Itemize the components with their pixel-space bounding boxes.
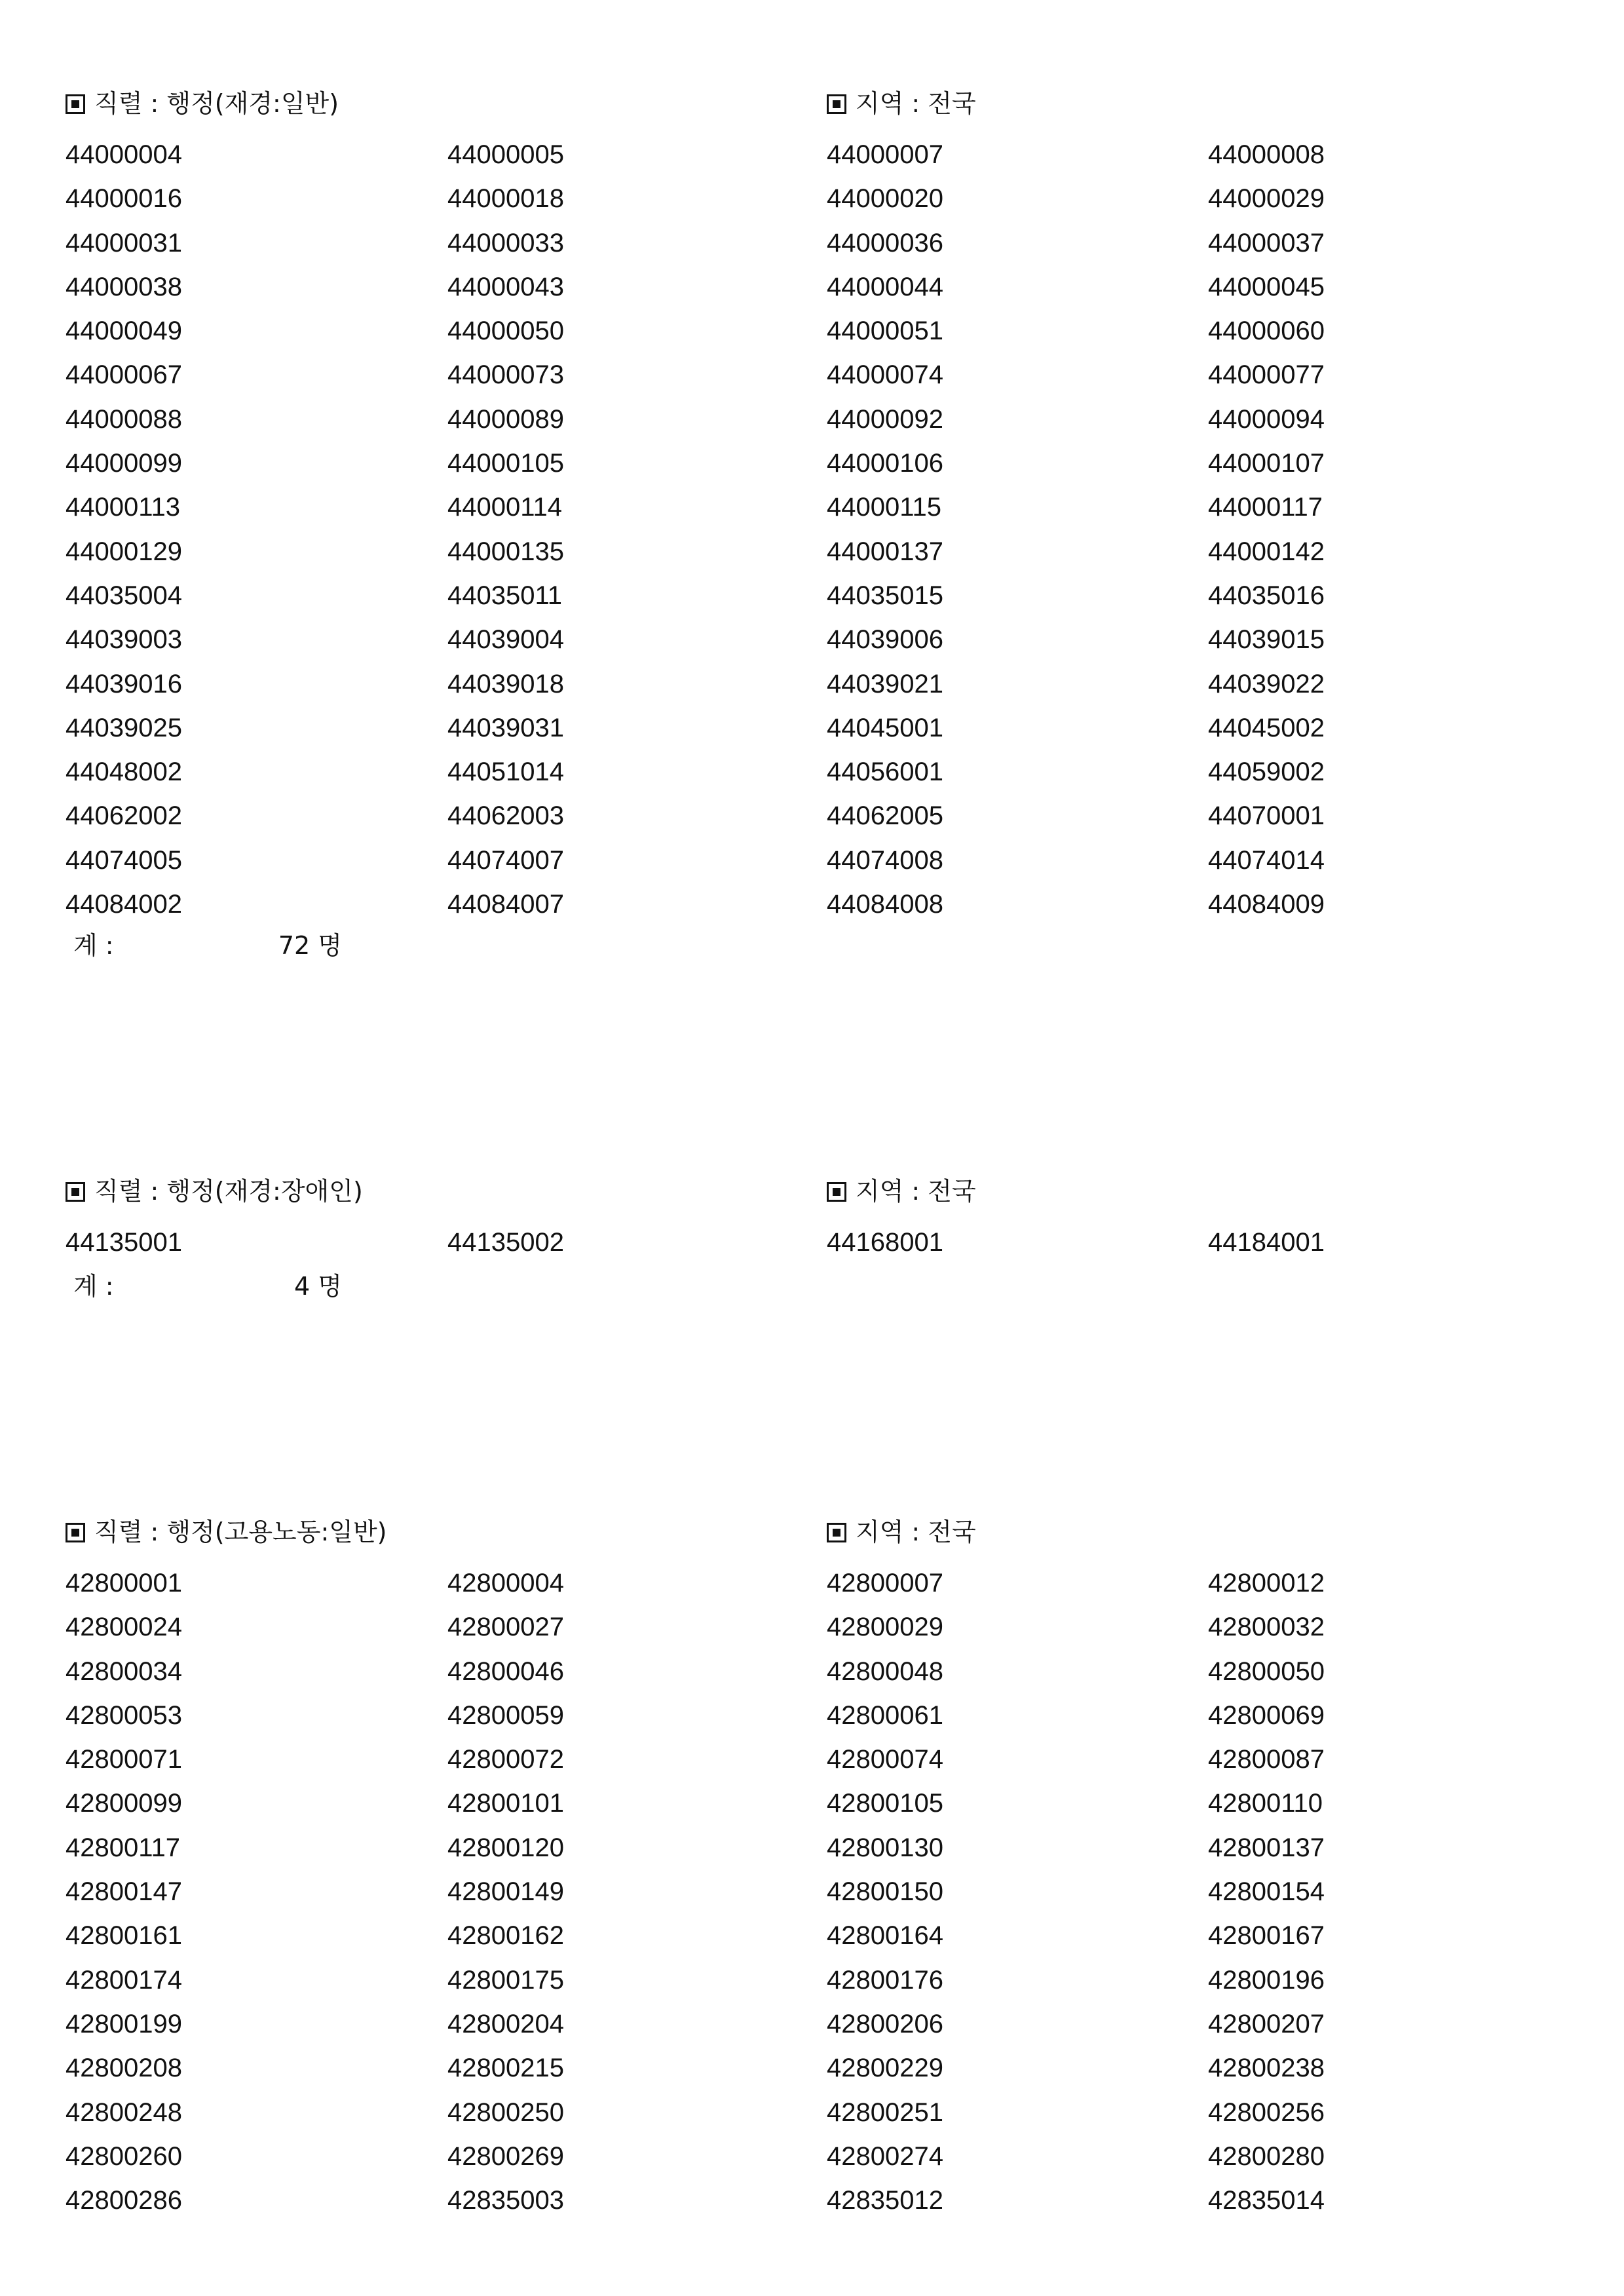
candidate-number: 44000008	[1208, 140, 1325, 169]
candidate-number: 44000088	[66, 404, 182, 434]
candidate-number: 44000031	[66, 228, 182, 258]
candidate-number: 42800032	[1208, 1613, 1325, 1642]
region-label: 지역	[856, 89, 904, 118]
candidate-number: 42800072	[447, 1745, 564, 1774]
candidate-number: 42800150	[827, 1877, 943, 1907]
candidate-number: 42800029	[827, 1613, 943, 1642]
candidate-number: 44000107	[1208, 449, 1325, 478]
candidate-number: 42800251	[827, 2097, 943, 2127]
candidate-number: 44035011	[447, 581, 562, 610]
series-label: 직렬 : 행정(재경:일반)	[94, 89, 339, 118]
candidate-number: 42800012	[1208, 1569, 1325, 1598]
region-value: : 전국	[911, 1177, 976, 1206]
candidate-number: 44168001	[827, 1228, 943, 1257]
square-bullet-icon	[827, 1523, 846, 1542]
candidate-number: 44084008	[827, 890, 943, 919]
table-row	[0, 2096, 1624, 2140]
candidate-number: 44000038	[66, 272, 182, 301]
candidate-number: 44084009	[1208, 890, 1325, 919]
candidate-number: 44000137	[827, 537, 943, 566]
table-row	[0, 2008, 1624, 2052]
table-row	[0, 668, 1624, 712]
region-value: : 전국	[911, 1518, 976, 1546]
candidate-number: 44039025	[66, 713, 182, 742]
candidate-number: 44000106	[827, 449, 943, 478]
candidate-number: 44056001	[827, 757, 943, 787]
total-label: 계 :	[73, 1272, 114, 1301]
series-header	[66, 1516, 387, 1548]
candidate-number: 42800099	[66, 1789, 182, 1818]
table-row	[0, 1787, 1624, 1831]
table-row	[0, 844, 1624, 888]
candidate-number: 44000094	[1208, 404, 1325, 434]
candidate-number: 42800286	[66, 2186, 182, 2215]
candidate-number: 44000005	[447, 140, 564, 169]
candidate-number: 42800027	[447, 1613, 564, 1642]
candidate-number: 42800059	[447, 1700, 564, 1730]
series-label: 직렬 : 행정(고용노동:일반)	[94, 1518, 387, 1546]
candidate-number: 44035015	[827, 581, 943, 610]
candidate-number: 44000067	[66, 360, 182, 390]
candidate-number: 42800074	[827, 1745, 943, 1774]
series-label: 직렬 : 행정(재경:장애인)	[94, 1177, 363, 1206]
table-row	[0, 1875, 1624, 1919]
candidate-number: 42800024	[66, 1613, 182, 1642]
candidate-number: 44039003	[66, 625, 182, 655]
candidate-number: 44000049	[66, 316, 182, 346]
candidate-number: 42800154	[1208, 1877, 1325, 1907]
candidate-number: 42800238	[1208, 2054, 1325, 2083]
candidate-number: 44084007	[447, 890, 564, 919]
table-row	[0, 447, 1624, 491]
candidate-number: 42800101	[447, 1789, 564, 1818]
candidate-number: 42800215	[447, 2054, 564, 2083]
candidate-number: 44039031	[447, 713, 564, 742]
candidate-number: 44035016	[1208, 581, 1325, 610]
table-row	[0, 1964, 1624, 2008]
candidate-number: 44039018	[447, 669, 564, 698]
candidate-number: 44070001	[1208, 801, 1325, 831]
candidate-number: 44074008	[827, 845, 943, 875]
candidate-number: 44135002	[447, 1228, 564, 1257]
candidate-number: 42800117	[66, 1833, 180, 1862]
candidate-number: 44051014	[447, 757, 564, 787]
candidate-number: 44039022	[1208, 669, 1325, 698]
region-label: 지역	[856, 1518, 904, 1546]
candidate-number: 42800069	[1208, 1700, 1325, 1730]
candidate-number: 44000089	[447, 404, 564, 434]
table-row	[0, 1831, 1624, 1875]
candidate-number: 44000074	[827, 360, 943, 390]
table-row	[0, 1611, 1624, 1655]
candidate-number: 44039021	[827, 669, 943, 698]
candidate-number: 42800004	[447, 1569, 564, 1598]
candidate-number: 44000020	[827, 184, 943, 214]
candidate-number: 44000004	[66, 140, 182, 169]
square-bullet-icon	[827, 1182, 846, 1202]
region-value: : 전국	[911, 89, 976, 118]
table-row	[0, 1226, 1624, 1270]
candidate-number: 44062005	[827, 801, 943, 831]
candidate-number: 42800176	[827, 1965, 943, 1995]
table-row	[0, 403, 1624, 447]
candidate-number: 42800206	[827, 2009, 943, 2038]
candidate-number: 42800250	[447, 2097, 564, 2127]
candidate-number: 44000060	[1208, 316, 1325, 346]
total-count	[73, 1270, 342, 1303]
candidate-number: 44035004	[66, 581, 182, 610]
candidate-number: 44000037	[1208, 228, 1325, 258]
table-row	[0, 535, 1624, 579]
candidate-number: 44048002	[66, 757, 182, 787]
candidate-number: 42800120	[447, 1833, 564, 1862]
candidate-number: 42800087	[1208, 1745, 1325, 1774]
table-row	[0, 1699, 1624, 1743]
candidate-number: 44000077	[1208, 360, 1325, 390]
candidate-number: 44000029	[1208, 184, 1325, 214]
total-label: 계 :	[73, 931, 114, 960]
candidate-number: 44084002	[66, 890, 182, 919]
candidate-number: 44000036	[827, 228, 943, 258]
table-row	[0, 623, 1624, 667]
total-value: 4 명	[294, 1272, 342, 1301]
candidate-number: 42800256	[1208, 2097, 1325, 2127]
candidate-number: 44062002	[66, 801, 182, 831]
table-row	[0, 712, 1624, 756]
candidate-number: 42835012	[827, 2186, 943, 2215]
candidate-number: 44000092	[827, 404, 943, 434]
square-bullet-icon	[66, 94, 85, 114]
total-value: 72 명	[278, 931, 342, 960]
region-header	[827, 1516, 976, 1548]
table-row	[0, 799, 1624, 843]
table-row	[0, 491, 1624, 535]
candidate-number: 44000045	[1208, 272, 1325, 301]
candidate-number: 42800207	[1208, 2009, 1325, 2038]
table-row	[0, 579, 1624, 623]
candidate-number: 42800007	[827, 1569, 943, 1598]
region-header	[827, 87, 976, 120]
series-header	[66, 1175, 363, 1208]
candidate-number-grid	[0, 1567, 1624, 2228]
candidate-number: 42800048	[827, 1656, 943, 1686]
candidate-number: 42800149	[447, 1877, 564, 1907]
candidate-number: 42800147	[66, 1877, 182, 1907]
candidate-number: 44039006	[827, 625, 943, 655]
candidate-number: 44074005	[66, 845, 182, 875]
table-row	[0, 138, 1624, 182]
series-header	[66, 87, 339, 120]
candidate-number: 42800204	[447, 2009, 564, 2038]
candidate-number: 44184001	[1208, 1228, 1325, 1257]
candidate-number: 44000113	[66, 493, 180, 522]
candidate-number: 42800208	[66, 2054, 182, 2083]
candidate-number: 42800269	[447, 2141, 564, 2171]
candidate-number: 42835003	[447, 2186, 564, 2215]
candidate-number: 44000105	[447, 449, 564, 478]
region-header	[827, 1175, 976, 1208]
table-row	[0, 888, 1624, 932]
candidate-number: 42800260	[66, 2141, 182, 2171]
table-row	[0, 271, 1624, 315]
table-row	[0, 182, 1624, 226]
table-row	[0, 1919, 1624, 1963]
table-row	[0, 227, 1624, 271]
square-bullet-icon	[66, 1182, 85, 1202]
square-bullet-icon	[66, 1523, 85, 1542]
candidate-number: 42800199	[66, 2009, 182, 2038]
candidate-number: 44000050	[447, 316, 564, 346]
square-bullet-icon	[827, 94, 846, 114]
candidate-number: 42800248	[66, 2097, 182, 2127]
candidate-number: 44000051	[827, 316, 943, 346]
candidate-number: 44062003	[447, 801, 564, 831]
table-row	[0, 1567, 1624, 1611]
candidate-number: 44000117	[1208, 493, 1323, 522]
table-row	[0, 1743, 1624, 1787]
candidate-number: 44135001	[66, 1228, 182, 1257]
candidate-number: 42800162	[447, 1921, 564, 1951]
candidate-number: 44045001	[827, 713, 943, 742]
candidate-number: 42800061	[827, 1700, 943, 1730]
table-row	[0, 2140, 1624, 2184]
candidate-number: 44000114	[447, 493, 562, 522]
candidate-number: 42835014	[1208, 2186, 1325, 2215]
region-label: 지역	[856, 1177, 904, 1206]
candidate-number: 44074007	[447, 845, 564, 875]
candidate-number: 44000142	[1208, 537, 1325, 566]
candidate-number: 44000018	[447, 184, 564, 214]
candidate-number: 42800034	[66, 1656, 182, 1686]
candidate-number: 42800161	[66, 1921, 182, 1951]
table-row	[0, 2184, 1624, 2228]
candidate-number-grid	[0, 1226, 1624, 1270]
candidate-number-grid	[0, 138, 1624, 932]
candidate-number: 42800071	[66, 1745, 182, 1774]
candidate-number: 44000135	[447, 537, 564, 566]
candidate-number: 44045002	[1208, 713, 1325, 742]
candidate-number: 42800046	[447, 1656, 564, 1686]
candidate-number: 44000044	[827, 272, 943, 301]
candidate-number: 44000033	[447, 228, 564, 258]
candidate-number: 42800137	[1208, 1833, 1325, 1862]
candidate-number: 42800105	[827, 1789, 943, 1818]
candidate-number: 44000007	[827, 140, 943, 169]
candidate-number: 44000073	[447, 360, 564, 390]
candidate-number: 42800053	[66, 1700, 182, 1730]
candidate-number: 42800130	[827, 1833, 943, 1862]
table-row	[0, 756, 1624, 799]
candidate-number: 44039016	[66, 669, 182, 698]
candidate-number: 42800001	[66, 1569, 182, 1598]
table-row	[0, 315, 1624, 358]
candidate-number: 42800274	[827, 2141, 943, 2171]
candidate-number: 44000115	[827, 493, 941, 522]
candidate-number: 42800110	[1208, 1789, 1323, 1818]
candidate-number: 42800050	[1208, 1656, 1325, 1686]
table-row	[0, 358, 1624, 402]
candidate-number: 44000043	[447, 272, 564, 301]
candidate-number: 42800175	[447, 1965, 564, 1995]
candidate-number: 42800164	[827, 1921, 943, 1951]
candidate-number: 44059002	[1208, 757, 1325, 787]
candidate-number: 44039015	[1208, 625, 1325, 655]
table-row	[0, 2052, 1624, 2095]
candidate-number: 42800280	[1208, 2141, 1325, 2171]
candidate-number: 44074014	[1208, 845, 1325, 875]
candidate-number: 42800196	[1208, 1965, 1325, 1995]
candidate-number: 44000016	[66, 184, 182, 214]
candidate-number: 44000129	[66, 537, 182, 566]
table-row	[0, 1655, 1624, 1699]
candidate-number: 44039004	[447, 625, 564, 655]
candidate-number: 42800229	[827, 2054, 943, 2083]
candidate-number: 44000099	[66, 449, 182, 478]
candidate-number: 42800167	[1208, 1921, 1325, 1951]
total-count	[73, 929, 342, 962]
candidate-number: 42800174	[66, 1965, 182, 1995]
